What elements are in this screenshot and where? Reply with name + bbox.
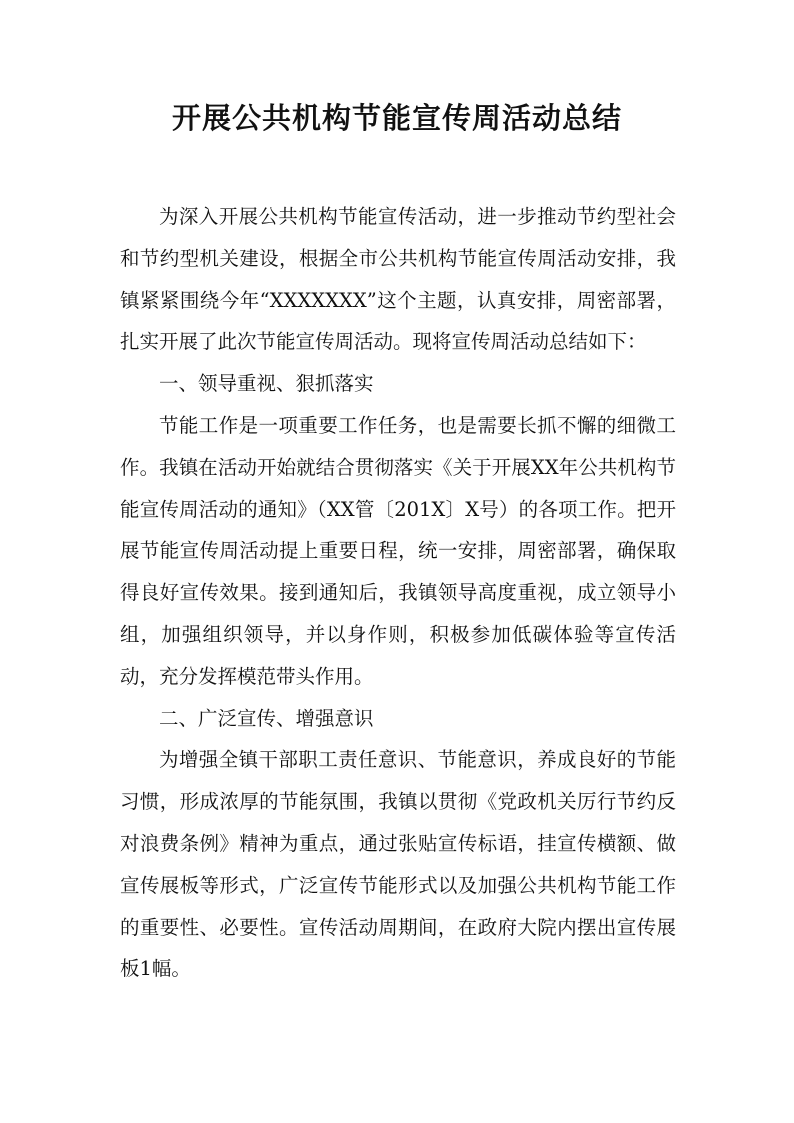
document-title: 开展公共机构节能宣传周活动总结 [171,101,622,135]
section-heading-1: 一、领导重视、狠抓落实 [159,372,374,396]
paragraph-section-2: 为增强全镇干部职工责任意识、节能意识，养成良好的节能习惯，形成浓厚的节能氛围，我镇以贯彻《党政机关厉行节约反对浪费条例》精神为重点，通过张贴宣传标语，挂宣传横额、做宣传展板等形式，广泛宣传节能形式以及加强公共机构节能工作的重要性、必要性。宣传活动周期间，在政府大院内摆出宣传展板1幅。 [120,748,676,981]
document-body [120,196,676,990]
paragraph-intro: 为深入开展公共机构节能宣传活动，进一步推动节约型社会和节约型机关建设，根据全市公共机构节能宣传周活动安排，我镇紧紧围绕今年“XXXXXXX”这个主题，认真安排，周密部署，扎实开展了此次节能宣传周活动。现将宣传周活动总结如下： [120,205,676,354]
paragraph-section-1: 节能工作是一项重要工作任务，也是需要长抓不懈的细微工作。我镇在活动开始就结合贯彻落实《关于开展XX年公共机构节能宣传周活动的通知》（XX管〔201X〕X号）的各项工作。把开展节能宣传周活动提上重要日程，统一安排，周密部署，确保取得良好宣传效果。接到通知后，我镇领导高度重视，成立领导小组，加强组织领导，并以身作则，积极参加低碳体验等宣传活动，充分发挥模范带头作用。 [120,413,676,688]
section-heading-2: 二、广泛宣传、增强意识 [159,706,374,730]
